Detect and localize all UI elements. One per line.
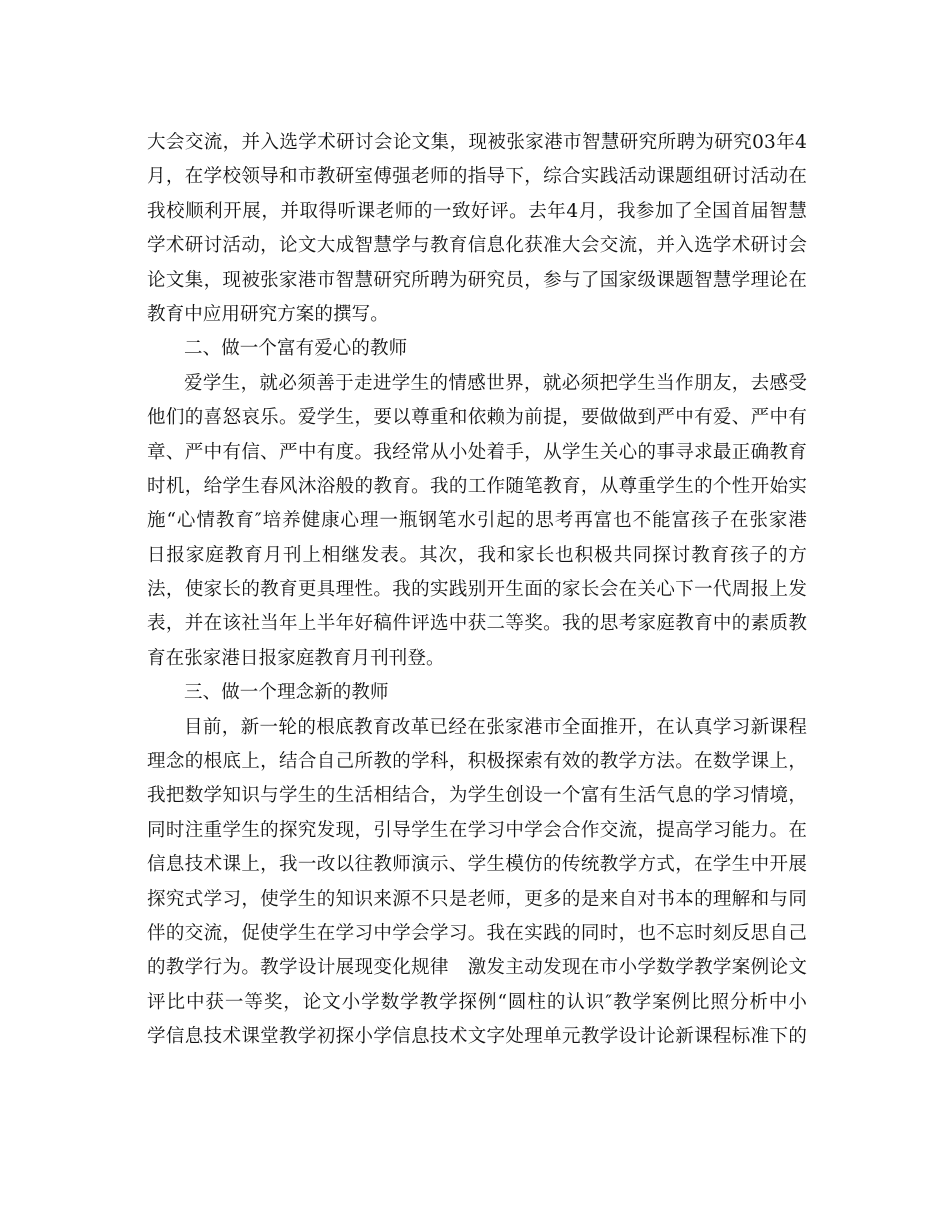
text-line: 三、做一个理念新的教师 [184,682,389,704]
text-line: 二、做一个富有爱心的教师 [184,338,408,360]
text-line: 目前，新一轮的根底教育改革已经在张家港市全面推开，在认真学习新课程 [184,716,807,738]
text-line: 评比中获一等奖，论文小学数学教学探例“圆柱的认识″教学案例比照分析中小 [147,991,807,1013]
text-line: 育在张家港日报家庭教育月刊刊登。 [147,647,445,669]
text-line: 爱学生，就必须善于走进学生的情感世界，就必须把学生当作朋友，去感受 [184,372,807,394]
document-body [147,126,807,1055]
text-line: 我把数学知识与学生的生活相结合，为学生创设一个富有生活气息的学习情境， [147,785,807,807]
text-line: 探究式学习，使学生的知识来源不只是老师，更多的是来自对书本的理解和与同 [147,888,807,910]
text-line: 他们的喜怒哀乐。爱学生，要以尊重和依赖为前提，要做做到严中有爱、严中有 [147,407,807,429]
text-line: 章、严中有信、严中有度。我经常从小处着手，从学生关心的事寻求最正确教育 [147,441,807,463]
text-line: 表，并在该社当年上半年好稿件评选中获二等奖。我的思考家庭教育中的素质教 [147,613,807,635]
text-line: 伴的交流，促使学生在学习中学会学习。我在实践的同时，也不忘时刻反思自己 [147,922,807,944]
text-line: 月，在学校领导和市教研室傅强老师的指导下，综合实践活动课题组研讨活动在 [147,166,807,188]
text-line: 教育中应用研究方案的撰写。 [147,303,389,325]
text-line: 日报家庭教育月刊上相继发表。其次，我和家长也积极共同探讨教育孩子的方 [147,544,807,566]
text-line: 学术研讨活动，论文大成智慧学与教育信息化获准大会交流，并入选学术研讨会 [147,235,807,257]
text-line: 理念的根底上，结合自己所教的学科，积极探索有效的教学方法。在数学课上， [147,751,807,773]
text-line: 信息技术课上，我一改以往教师演示、学生模仿的传统教学方式，在学生中开展 [147,854,807,876]
text-line: 的教学行为。教学设计展现变化规律 激发主动发现在市小学数学教学案例论文 [147,957,807,979]
text-line: 我校顺利开展，并取得听课老师的一致好评。去年4月，我参加了全国首届智慧 [147,200,807,222]
text-line: 时机，给学生春风沐浴般的教育。我的工作随笔教育，从尊重学生的个性开始实 [147,475,807,497]
text-line: 大会交流，并入选学术研讨会论文集，现被张家港市智慧研究所聘为研究03年4 [147,132,807,153]
text-line: 施“心情教育″培养健康心理一瓶钢笔水引起的思考再富也不能富孩子在张家港 [147,510,807,532]
text-line: 法，使家长的教育更具理性。我的实践别开生面的家长会在关心下一代周报上发 [147,579,807,601]
text-line: 论文集，现被张家港市智慧研究所聘为研究员，参与了国家级课题智慧学理论在 [147,269,807,291]
text-line: 同时注重学生的探究发现，引导学生在学习中学会合作交流，提高学习能力。在 [147,819,807,841]
text-line: 学信息技术课堂教学初探小学信息技术文字处理单元教学设计论新课程标准下的 [147,1026,807,1048]
